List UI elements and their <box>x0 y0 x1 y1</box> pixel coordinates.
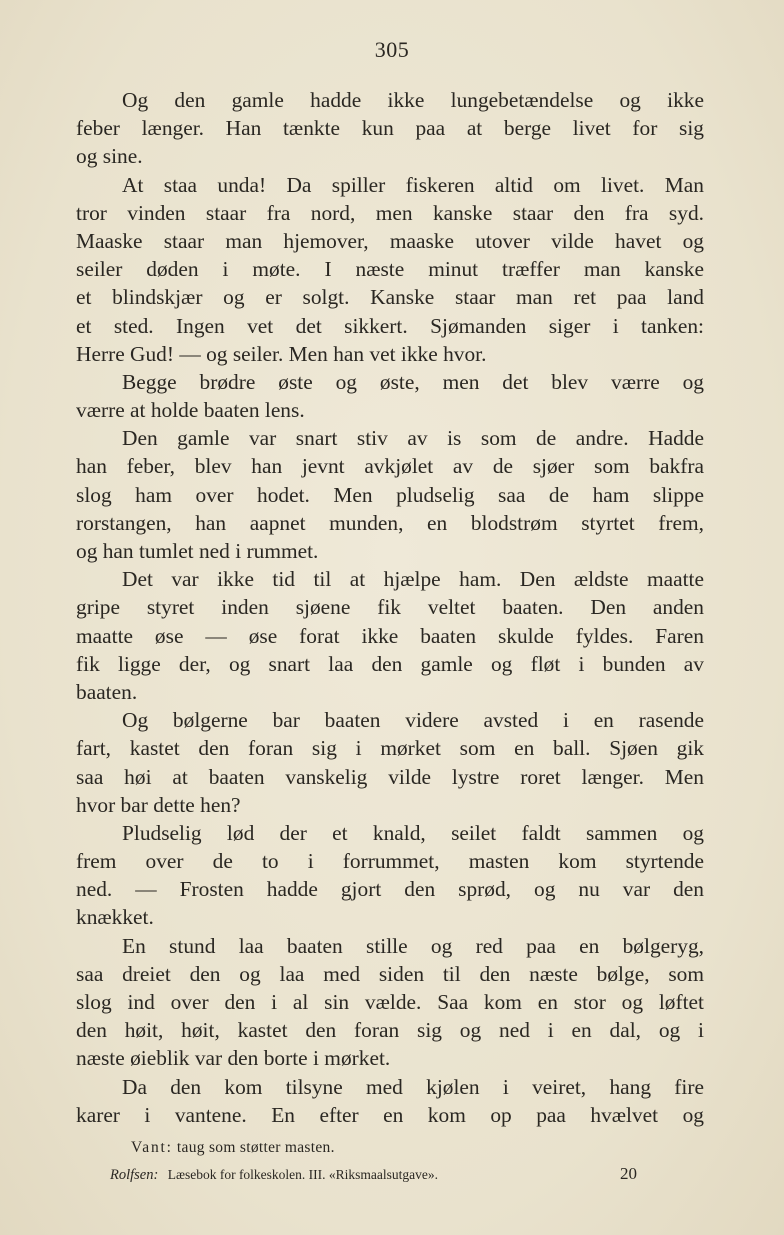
text-line: feber længer. Han tænkte kun paa at berge livet for sig <box>76 116 704 141</box>
text-line: frem over de to i forrummet, masten kom styrtende <box>76 849 704 874</box>
text-line: værre at holde baaten lens. <box>76 398 305 423</box>
footnote <box>131 1139 335 1157</box>
footnote-term: Vant: <box>131 1139 173 1156</box>
page-footer <box>110 1164 640 1184</box>
body-text <box>76 86 704 1129</box>
text-line: maatte øse — øse forat ikke baaten skulde fyldes. Faren <box>76 623 704 648</box>
text-line: saa dreiet den og laa med siden til den næste bølge, som <box>76 961 704 986</box>
text-line: et sted. Ingen vet det sikkert. Sjømanden siger i tanken: <box>76 313 704 338</box>
text-line: slog ind over den i al sin vælde. Saa kom en stor og løftet <box>76 990 704 1014</box>
text-line: Pludselig lød der et knald, seilet faldt sammen og <box>122 820 704 845</box>
text-line: En stund laa baaten stille og red paa en bølgeryg, <box>122 933 704 958</box>
footer-book-title: Læsebok for folkeskolen. III. «Riksmaalsutgave». <box>167 1167 439 1182</box>
text-line: Herre Gud! — og seiler. Men han vet ikke hvor. <box>76 341 487 366</box>
text-line: fik ligge der, og snart laa den gamle og fløt i bunden av <box>76 651 704 676</box>
text-line: Begge brødre øste og øste, men det blev værre og <box>122 369 704 394</box>
text-line: Og den gamle hadde ikke lungebetændelse og ikke <box>122 88 704 112</box>
text-line: gripe styret inden sjøene fik veltet baaten. Den anden <box>76 595 704 620</box>
text-line: han feber, blev han jevnt avkjølet av de sjøer som bakfra <box>76 454 704 479</box>
footer-author: Rolfsen: <box>110 1167 159 1183</box>
text-line: karer i vantene. En efter en kom op paa hvælvet og <box>76 1102 704 1127</box>
text-line: og han tumlet ned i rummet. <box>76 539 319 563</box>
text-line: ned. — Frosten hadde gjort den sprød, og nu var den <box>76 877 704 902</box>
text-line: At staa unda! Da spiller fiskeren altid om livet. Man <box>122 172 704 197</box>
text-line: næste øieblik var den borte i mørket. <box>76 1046 391 1071</box>
footnote-definition: taug som støtter masten. <box>176 1139 335 1156</box>
text-line: baaten. <box>76 679 138 704</box>
text-line: Da den kom tilsyne med kjølen i veiret, hang fire <box>122 1074 704 1099</box>
text-line: Maaske staar man hjemover, maaske utover vilde havet og <box>76 228 704 253</box>
text-line: hvor bar dette hen? <box>76 792 241 817</box>
text-line: knækket. <box>76 905 154 930</box>
text-line: et blindskjær og er solgt. Kanske staar man ret paa land <box>76 285 704 310</box>
text-line: seiler døden i møte. I næste minut træffer man kanske <box>76 257 704 282</box>
text-line: tror vinden staar fra nord, men kanske staar den fra syd. <box>76 200 704 225</box>
text-line: Den gamle var snart stiv av is som de andre. Hadde <box>122 426 704 451</box>
text-line: den høit, høit, kastet den foran sig og ned i en dal, og i <box>76 1018 704 1043</box>
page-number: 305 <box>374 37 410 62</box>
text-line: slog ham over hodet. Men pludselig saa de ham slippe <box>76 482 704 507</box>
text-line: og sine. <box>76 144 143 169</box>
text-line: fart, kastet den foran sig i mørket som en ball. Sjøen gik <box>76 736 704 761</box>
signature-mark: 20 <box>620 1164 637 1183</box>
text-line: saa høi at baaten vanskelig vilde lystre roret længer. Men <box>76 764 704 789</box>
text-line: Det var ikke tid til at hjælpe ham. Den ældste maatte <box>122 567 704 592</box>
text-line: Og bølgerne bar baaten videre avsted i en rasende <box>122 708 704 733</box>
text-line: rorstangen, han aapnet munden, en blodstrøm styrtet frem, <box>76 510 704 535</box>
